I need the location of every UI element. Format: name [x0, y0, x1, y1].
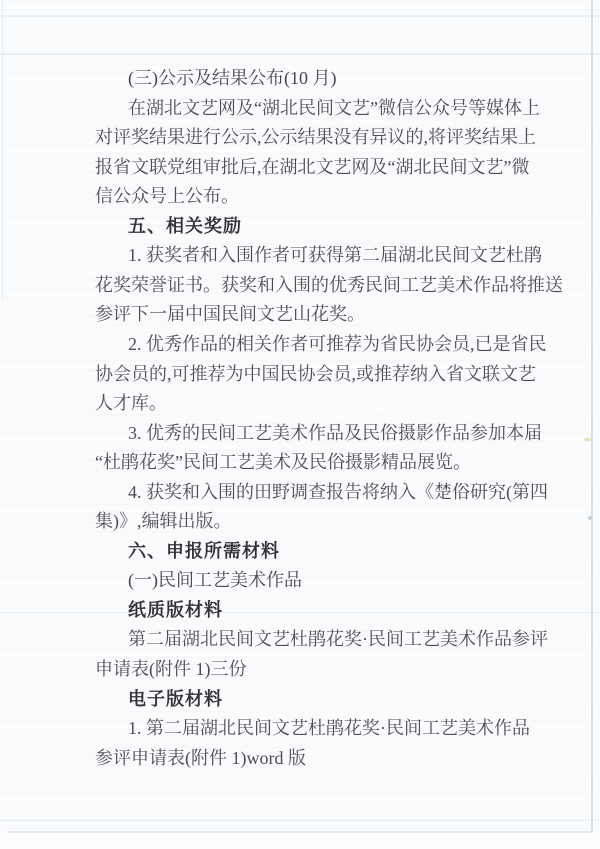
body-line: 参评申请表(附件 1)word 版 [95, 748, 306, 768]
body-line: 申请表(附件 1)三份 [95, 659, 247, 679]
section-heading-materials: 六、申报所需材料 [128, 541, 280, 561]
body-line: 4. 获奖和入围的田野调查报告将纳入《楚俗研究(第四 [128, 482, 548, 502]
body-line: 对评奖结果进行公示,公示结果没有异议的,将评奖结果上 [95, 127, 536, 147]
scan-margin-bottom [0, 833, 600, 849]
scan-streak [0, 53, 600, 55]
body-line: 在湖北文艺网及“湖北民间文艺”微信公众号等媒体上 [128, 98, 540, 118]
body-line: 第二届湖北民间文艺杜鹃花奖·民间工艺美术作品参评 [128, 629, 548, 649]
body-line: 1. 第二届湖北民间文艺杜鹃花奖·民间工艺美术作品 [128, 718, 530, 738]
body-line: 协会员的,可推荐为中国民协会员,或推荐纳入省文联文艺 [95, 364, 536, 384]
body-line: 集)》,编辑出版。 [95, 511, 232, 531]
subsection-heading-artworks: (一)民间工艺美术作品 [128, 570, 302, 590]
body-line: 花奖荣誉证书。获奖和入围的优秀民间工艺美术作品将推送 [95, 275, 563, 295]
body-line: 报省文联党组审批后,在湖北文艺网及“湖北民间文艺”微 [95, 157, 530, 177]
body-line: 2. 优秀作品的相关作者可推荐为省民协会员,已是省民 [128, 334, 547, 354]
scan-speck [584, 438, 591, 441]
scan-streak [0, 820, 600, 821]
scan-edge-right [591, 0, 593, 833]
scan-edge-left [2, 0, 3, 300]
scan-streak [0, 15, 600, 17]
scan-speck [588, 516, 592, 520]
body-line: “杜鹃花奖”民间工艺美术及民俗摄影精品展览。 [95, 452, 471, 472]
body-line: 1. 获奖者和入围作者可获得第二届湖北民间文艺杜鹃 [128, 245, 542, 265]
material-type-heading-electronic: 电子版材料 [128, 689, 223, 709]
body-line: 人才库。 [95, 393, 167, 413]
subsection-heading-publicity: (三)公示及结果公布(10 月) [128, 68, 337, 88]
body-line: 参评下一届中国民间文艺山花奖。 [95, 304, 365, 324]
material-type-heading-paper: 纸质版材料 [128, 600, 223, 620]
body-line: 信公众号上公布。 [95, 186, 239, 206]
section-heading-rewards: 五、相关奖励 [128, 216, 242, 236]
body-line: 3. 优秀的民间工艺美术作品及民俗摄影作品参加本届 [128, 423, 542, 443]
scan-streak [0, 612, 600, 613]
